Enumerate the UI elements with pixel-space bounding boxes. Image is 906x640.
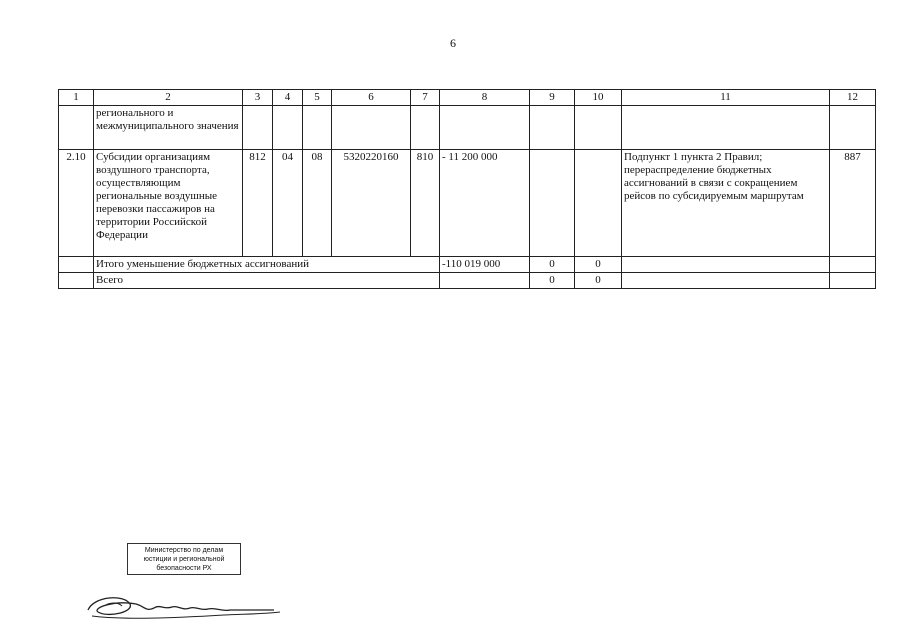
code-col12-cell: 887 <box>830 150 876 257</box>
header-cell: 7 <box>411 90 440 106</box>
table-row-grand-total <box>59 273 876 289</box>
ministry-code-cell: 812 <box>243 150 273 257</box>
description-cell: Субсидии организациям воздушного транспорта, осуществляющим региональные воздушные перевозки пассажиров на территории Российской Федерации <box>94 150 243 257</box>
table-row-continuation <box>59 106 876 150</box>
amount-col9-cell <box>530 150 575 257</box>
target-article-cell: 5320220160 <box>332 150 411 257</box>
stamp-line: Министерство по делам <box>144 547 224 554</box>
header-cell: 8 <box>440 90 530 106</box>
header-cell: 5 <box>303 90 332 106</box>
description-cell: регионального и межмуниципального значения <box>94 106 243 150</box>
total-decrease-col9: 0 <box>530 257 575 273</box>
header-cell: 6 <box>332 90 411 106</box>
header-cell: 2 <box>94 90 243 106</box>
ministry-stamp <box>127 543 241 575</box>
section-code-cell: 04 <box>273 150 303 257</box>
grand-total-col10: 0 <box>575 273 622 289</box>
header-cell: 12 <box>830 90 876 106</box>
header-cell: 3 <box>243 90 273 106</box>
table-row-item <box>59 150 876 257</box>
stamp-line: безопасности РХ <box>156 565 212 572</box>
table-header-row <box>59 90 876 106</box>
header-cell: 11 <box>622 90 830 106</box>
budget-allocation-table <box>58 89 876 289</box>
page-number: 6 <box>450 36 456 50</box>
header-cell: 10 <box>575 90 622 106</box>
grand-total-label: Всего <box>94 273 440 289</box>
amount-cell: - 11 200 000 <box>440 150 530 257</box>
header-cell: 4 <box>273 90 303 106</box>
row-number-cell: 2.10 <box>59 150 94 257</box>
total-decrease-col10: 0 <box>575 257 622 273</box>
stamp-line: юстиции и региональной <box>143 556 225 563</box>
grand-total-col9: 0 <box>530 273 575 289</box>
subsection-code-cell: 08 <box>303 150 332 257</box>
table-row-total-decrease <box>59 257 876 273</box>
basis-cell: Подпункт 1 пункта 2 Правил; перераспределение бюджетных ассигнований в связи с сокращением рейсов по субсидируемым маршрутам <box>622 150 830 257</box>
expense-type-cell: 810 <box>411 150 440 257</box>
total-decrease-amount: -110 019 000 <box>440 257 530 273</box>
total-decrease-label: Итого уменьшение бюджетных ассигнований <box>94 257 440 273</box>
handwritten-signature <box>84 590 284 626</box>
header-cell: 1 <box>59 90 94 106</box>
header-cell: 9 <box>530 90 575 106</box>
amount-col10-cell <box>575 150 622 257</box>
